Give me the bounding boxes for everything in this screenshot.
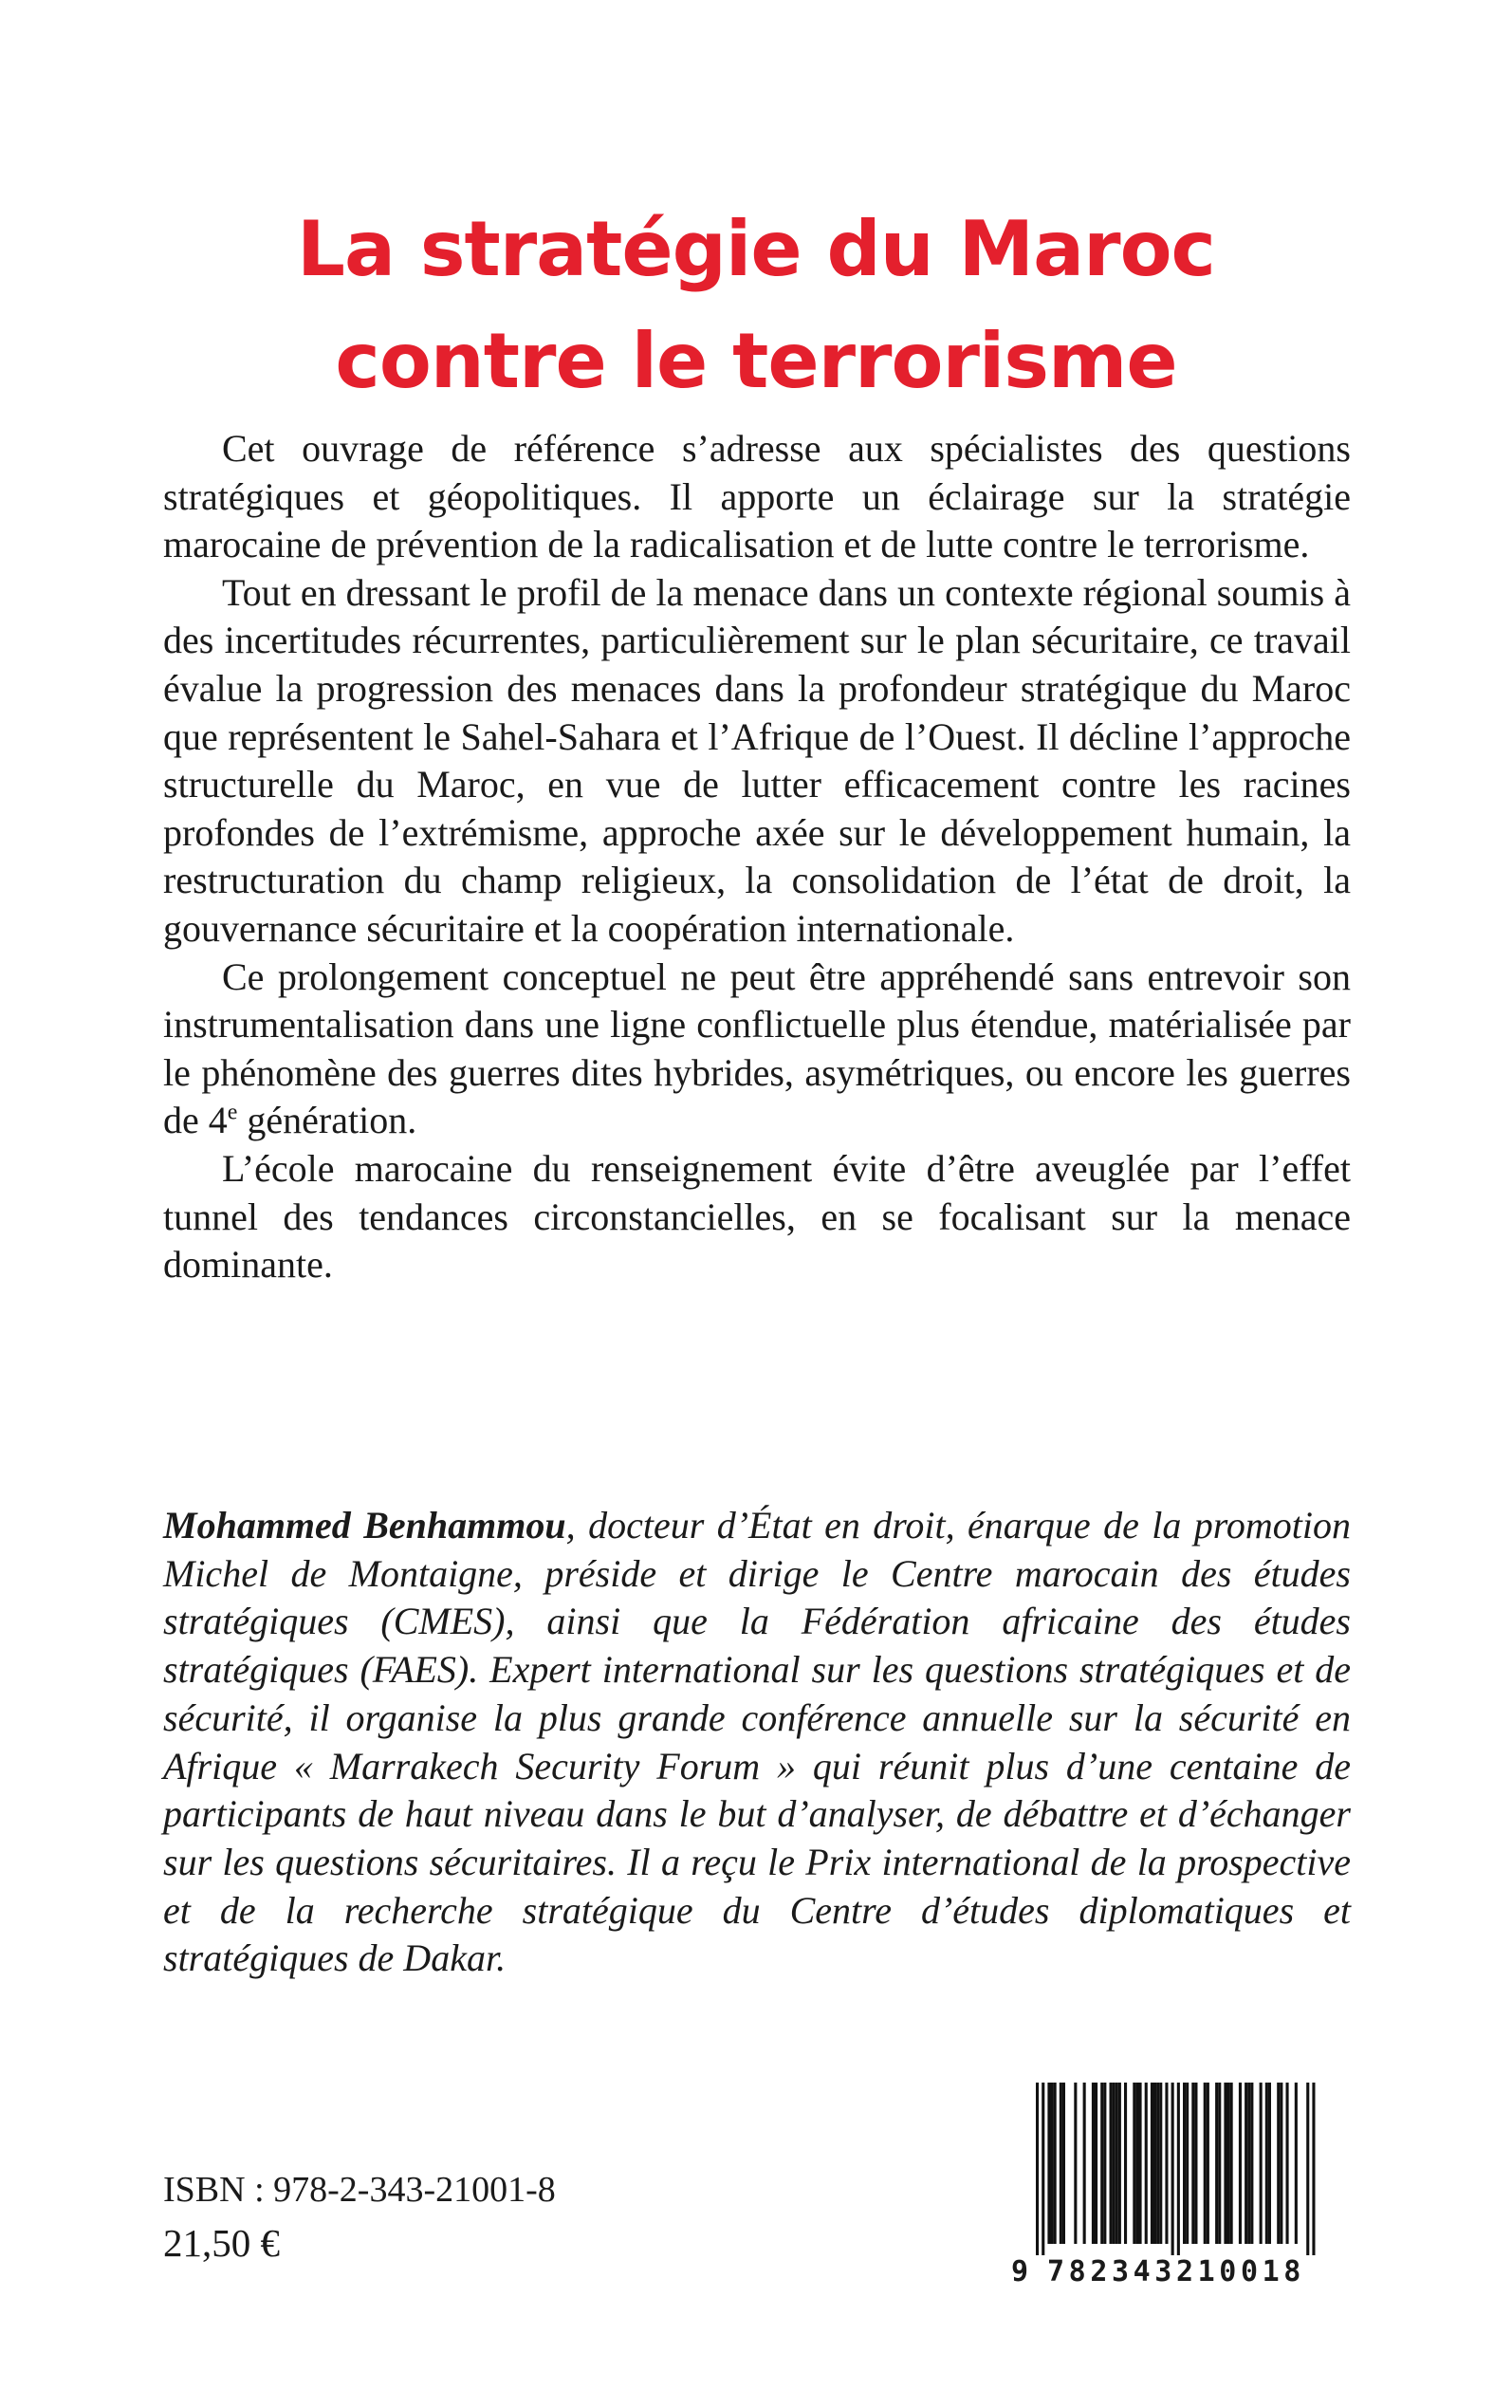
- barcode-bar: [1100, 2083, 1103, 2244]
- barcode-bar: [1133, 2083, 1135, 2244]
- author-bio: [163, 1502, 1351, 1983]
- barcode-bar: [1245, 2083, 1247, 2244]
- summary-paragraph-4: L’école marocaine du renseignement évite d’être aveuglée par l’effet tunnel des tendances circonstancielles, en se focalisant sur la menace dominante.: [163, 1146, 1351, 1287]
- barcode-bar: [1224, 2083, 1226, 2244]
- summary-paragraph-3: [163, 954, 1351, 1145]
- barcode-bar: [1159, 2083, 1162, 2244]
- barcode-bar: [1277, 2083, 1280, 2244]
- isbn: ISBN : 978-2-343-21001-8: [163, 2170, 556, 2210]
- summary-paragraph-2: Tout en dressant le profil de la menace dans un contexte régional soumis à des incertitudes récurrentes, particulièrement sur le plan sécuritaire, ce travail évalue la progression des menaces dans la profondeur stratégique du Maroc que représentent le Sahel-Sahara et l’Afrique de l’Ouest. Il décline l’approche structurelle du Maroc, en vue de lutter efficacement contre les racines profondes de l’extrémisme, approche axée sur le développement humain, la restructuration du champ religieux, la consolidation de l’état de droit, la gouvernance sécuritaire et la coopération internationale.: [163, 570, 1351, 950]
- barcode-bar: [1051, 2083, 1054, 2244]
- barcode-bar: [1207, 2083, 1209, 2244]
- book-title-line-1: La stratégie du Maroc: [297, 204, 1215, 293]
- barcode-bar: [1183, 2083, 1186, 2244]
- summary-text: [163, 425, 1351, 1289]
- barcode-bar: [1153, 2083, 1156, 2244]
- price: 21,50 €: [163, 2221, 280, 2265]
- barcode-bar: [1191, 2083, 1194, 2244]
- barcode-bar: [1036, 2083, 1039, 2255]
- barcode-bar: [1204, 2083, 1207, 2244]
- barcode-bar: [1239, 2083, 1242, 2244]
- barcode-bar: [1103, 2083, 1106, 2244]
- book-title-line-2: contre le terrorisme: [335, 316, 1177, 405]
- barcode-bar: [1124, 2083, 1127, 2244]
- barcode-bar: [1215, 2083, 1218, 2244]
- barcode-bar: [1083, 2083, 1086, 2244]
- barcode-bar: [1165, 2083, 1168, 2244]
- barcode-bar: [1247, 2083, 1250, 2244]
- barcode-bar: [1145, 2083, 1148, 2244]
- barcode-bar: [1092, 2083, 1095, 2244]
- barcode-bar: [1135, 2083, 1138, 2244]
- author-bio-text: , docteur d’État en droit, énarque de la promotion Michel de Montaigne, préside et dirige le Centre marocain des études stratégiques (CMES), ainsi que la Fédération africaine des études stratégiques (FAES). Expert international sur les questions stratégiques et de sécurité, il organise la plus grande conférence annuelle sur la sécurité en Afrique « Marrakech Security Forum » qui réunit plus d’une centaine de participants de haut niveau dans le but d’analyser, de débattre et d’échanger sur les questions sécuritaires. Il a reçu le Prix international de la prospective et de la recherche stratégique du Centre d’études diplomatiques et stratégiques de Dakar.: [163, 1504, 1351, 1980]
- barcode-number: 782343210018: [1047, 2255, 1305, 2288]
- barcode-bar: [1054, 2083, 1057, 2244]
- barcode-bar: [1194, 2083, 1197, 2244]
- barcode-bar: [1116, 2083, 1118, 2244]
- barcode-bar: [1312, 2083, 1315, 2255]
- barcode: [1009, 2083, 1346, 2291]
- barcode-bar: [1171, 2083, 1174, 2255]
- summary-paragraph-1: Cet ouvrage de référence s’adresse aux spécialistes des questions stratégiques et géopolitiques. Il apporte un éclairage sur la stratégie marocaine de prévention de la radicalisation et de lutte contre le terrorisme.: [163, 427, 1351, 566]
- author-name: Mohammed Benhammou: [163, 1504, 566, 1547]
- barcode-bar: [1260, 2083, 1263, 2244]
- barcode-bar: [1062, 2083, 1065, 2244]
- barcode-bar: [1095, 2083, 1097, 2244]
- barcode-bar: [1186, 2083, 1189, 2244]
- barcode-bar: [1177, 2083, 1180, 2255]
- barcode-bar: [1113, 2083, 1116, 2244]
- barcode-bar: [1280, 2083, 1282, 2244]
- barcode-bar: [1295, 2083, 1298, 2244]
- summary-paragraph-3-end: génération.: [237, 1099, 417, 1142]
- barcode-bar: [1227, 2083, 1230, 2244]
- barcode-bar: [1250, 2083, 1253, 2244]
- barcode-bar: [1265, 2083, 1268, 2244]
- barcode-first-digit: 9: [1011, 2255, 1029, 2288]
- barcode-bar: [1118, 2083, 1121, 2244]
- barcode-bar: [1156, 2083, 1159, 2244]
- barcode-bar: [1060, 2083, 1062, 2244]
- barcode-bar: [1042, 2083, 1044, 2255]
- barcode-bar: [1139, 2083, 1142, 2244]
- barcode-bar: [1110, 2083, 1113, 2244]
- ordinal-superscript: e: [227, 1100, 238, 1125]
- barcode-bar: [1306, 2083, 1309, 2255]
- barcode-bar: [1286, 2083, 1289, 2244]
- barcode-bar: [1230, 2083, 1233, 2244]
- barcode-bar: [1074, 2083, 1077, 2244]
- barcode-bar: [1268, 2083, 1271, 2244]
- summary-paragraph-3-start: Ce prolongement conceptuel ne peut être appréhendé sans entrevoir son instrumentalisation dans une ligne conflictuelle plus étendue, matérialisée par le phénomène des guerres dites hybrides, asymétriques, ou encore les guerres de 4: [163, 954, 1351, 1142]
- barcode-bar: [1218, 2083, 1221, 2244]
- barcode-bar: [1151, 2083, 1153, 2244]
- barcode-digits: [1009, 2253, 1346, 2291]
- barcode-bar: [1047, 2083, 1050, 2244]
- book-title: [0, 194, 1512, 417]
- barcode-bars: [1009, 2083, 1346, 2255]
